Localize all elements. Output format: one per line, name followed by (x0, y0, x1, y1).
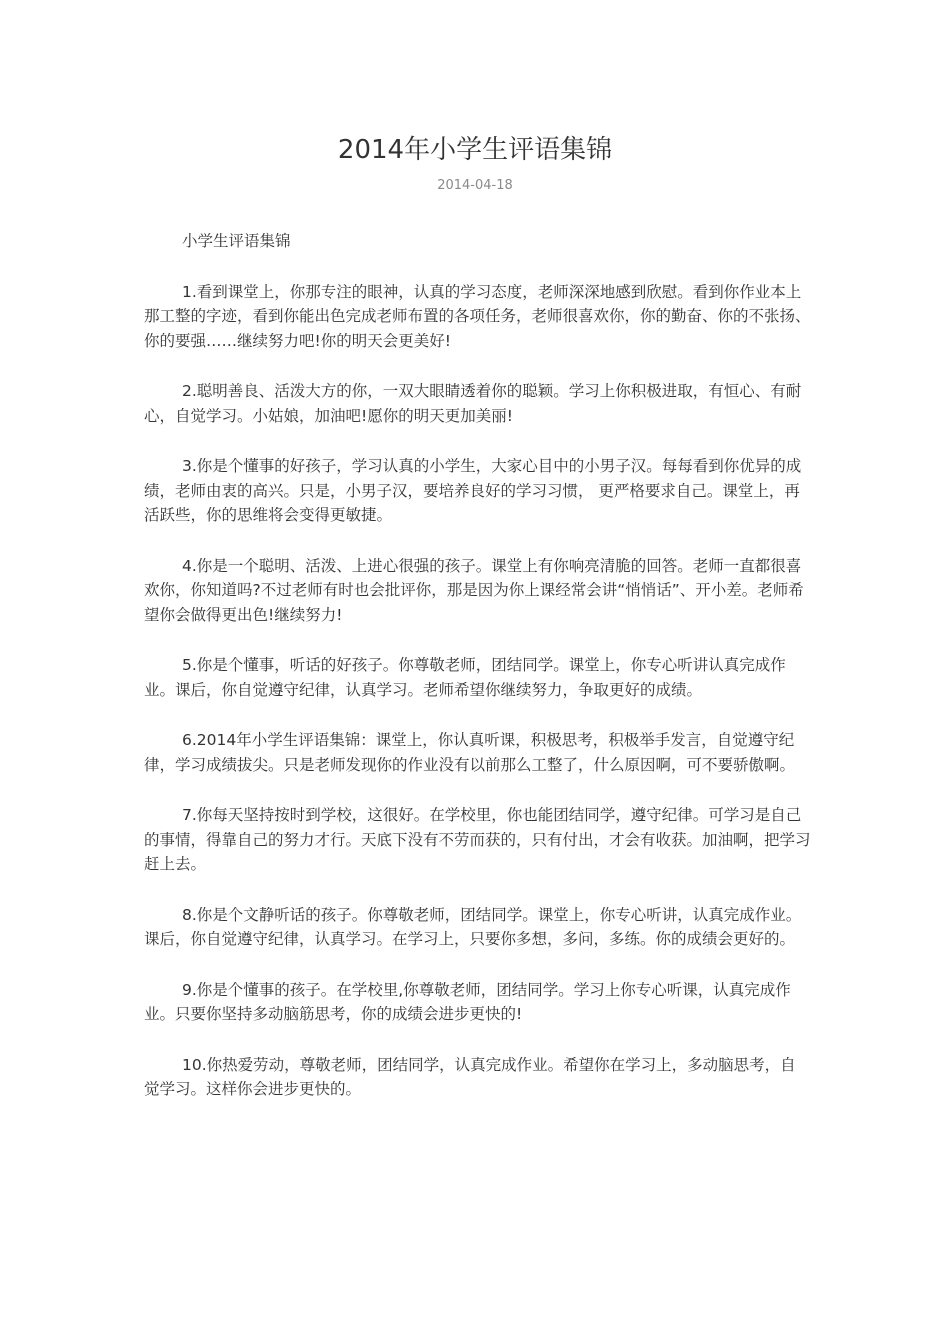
comment-paragraph-1: 1.看到课堂上，你那专注的眼神，认真的学习态度，老师深深地感到欣慰。看到你作业本上那工整的字迹，看到你能出色完成老师布置的各项任务，老师很喜欢你，你的勤奋、你的不张扬、你的要强……继续努力吧!你的明天会更美好! (144, 282, 811, 350)
comment-paragraph-8: 8.你是个文静听话的孩子。你尊敬老师，团结同学。课堂上，你专心听讲，认真完成作业。课后，你自觉遵守纪律，认真学习。在学习上，只要你多想，多问，多练。你的成绩会更好的。 (144, 905, 802, 948)
section-heading: 小学生评语集锦 (182, 232, 291, 250)
comment-paragraph-9: 9.你是个懂事的孩子。在学校里,你尊敬老师，团结同学。学习上你专心听课，认真完成作业。只要你坚持多动脑筋思考，你的成绩会进步更快的! (144, 980, 791, 1023)
comment-paragraph-2: 2.聪明善良、活泼大方的你，一双大眼睛透着你的聪颖。学习上你积极进取，有恒心、有耐心，自觉学习。小姑娘，加油吧!愿你的明天更加美丽! (144, 382, 802, 425)
document-title: 2014年小学生评语集锦 (337, 135, 613, 165)
comment-paragraph-3: 3.你是个懂事的好孩子，学习认真的小学生，大家心目中的小男子汉。每每看到你优异的成绩，老师由衷的高兴。只是，小男子汉，要培养良好的学习习惯， 更严格要求自己。课堂上，再活跃些，你的思维将会变得更敏捷。 (144, 457, 802, 524)
publish-date: 2014-04-18 (437, 178, 513, 193)
comment-paragraph-10: 10.你热爱劳动，尊敬老师，团结同学，认真完成作业。希望你在学习上，多动脑思考，自觉学习。这样你会进步更快的。 (144, 1055, 796, 1098)
comment-paragraph-7: 7.你每天坚持按时到学校，这很好。在学校里，你也能团结同学，遵守纪律。可学习是自己的事情，得靠自己的努力才行。天底下没有不劳而获的，只有付出，才会有收获。加油啊，把学习赶上去。 (144, 806, 811, 873)
comment-paragraph-4: 4.你是一个聪明、活泼、上进心很强的孩子。课堂上有你响亮清脆的回答。老师一直都很喜欢你，你知道吗?不过老师有时也会批评你，那是因为你上课经常会讲“悄悄话”、开小差。老师希望你会做得更出色!继续努力! (144, 556, 804, 624)
comment-paragraph-5: 5.你是个懂事，听话的好孩子。你尊敬老师，团结同学。课堂上，你专心听讲认真完成作业。课后，你自觉遵守纪律，认真学习。老师希望你继续努力，争取更好的成绩。 (144, 656, 786, 699)
comment-paragraph-6: 6.2014年小学生评语集锦：课堂上，你认真听课，积极思考，积极举手发言，自觉遵守纪律，学习成绩拔尖。只是老师发现你的作业没有以前那么工整了，什么原因啊，可不要骄傲啊。 (144, 731, 796, 774)
document-body (144, 229, 811, 1128)
